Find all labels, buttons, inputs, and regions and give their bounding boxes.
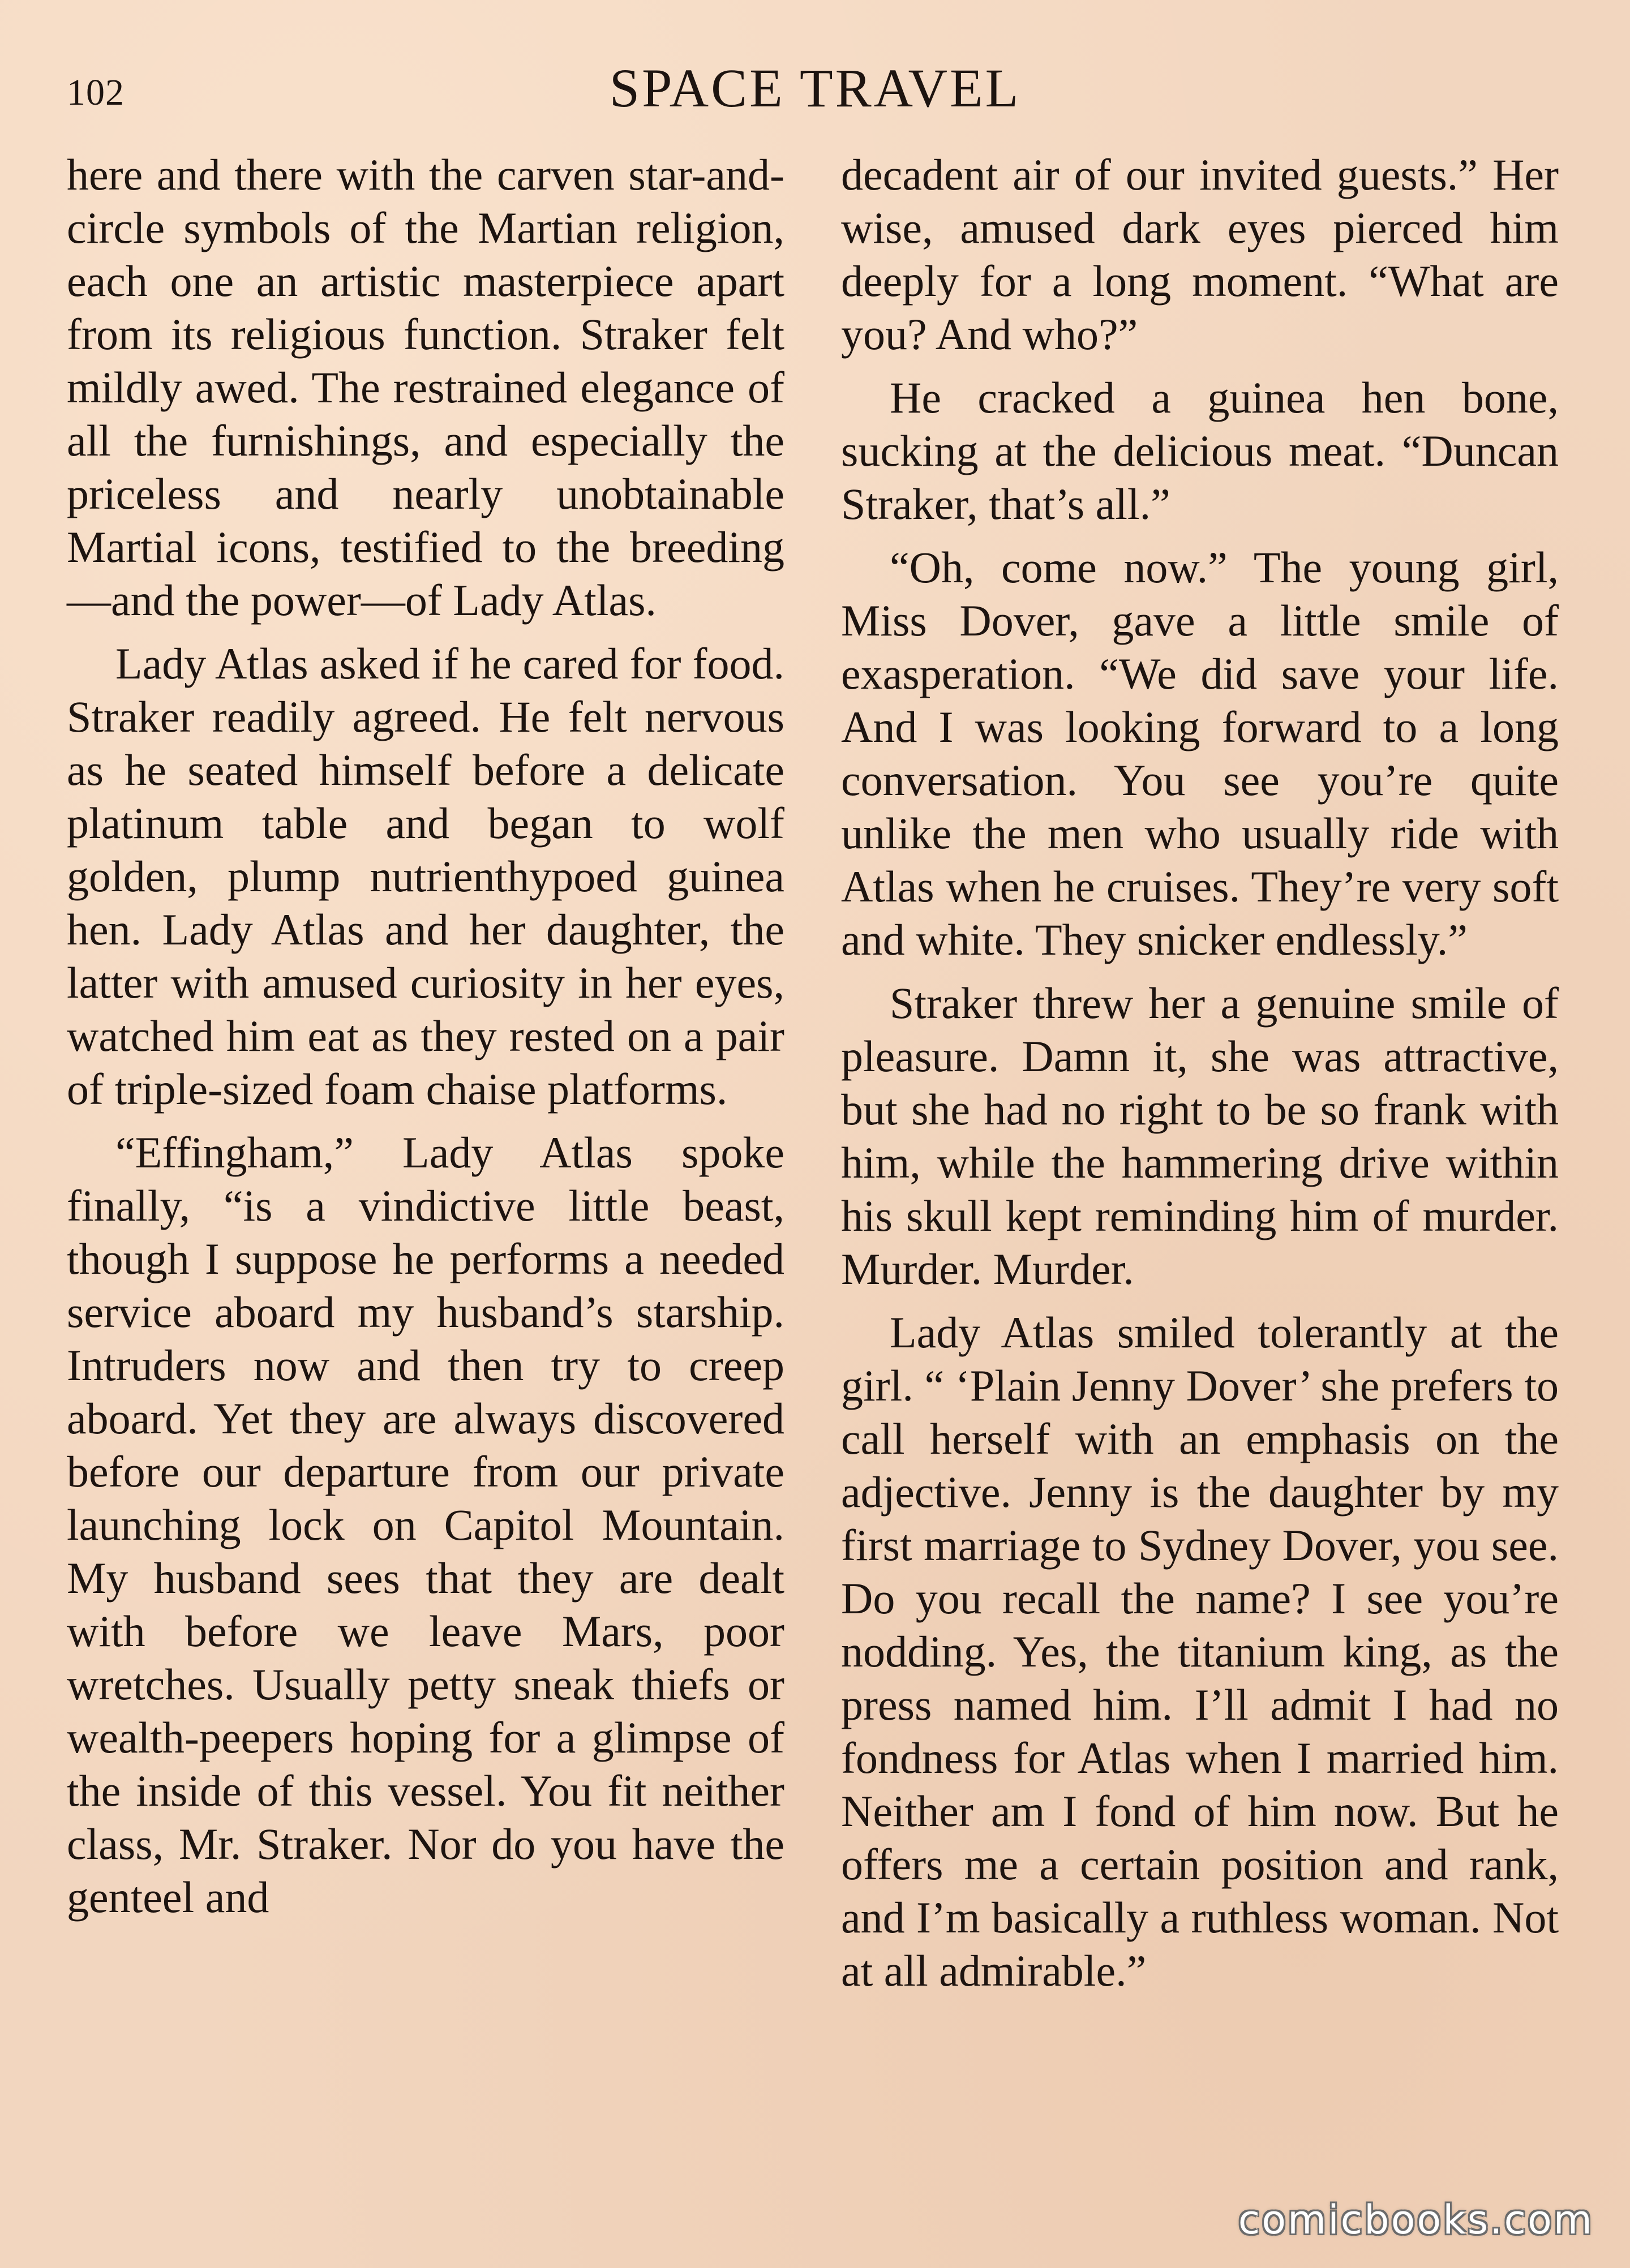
paragraph: “Oh, come now.” The young girl, Miss Dover, gave a little smile of exasperation. “We did save your life. And I was looking forward to a long conversation. You see you’re quite unlike the men who usually ride with Atlas when he cruises. They’re very soft and white. They snicker endlessly.” [841, 543, 1559, 964]
running-title: SPACE TRAVEL [609, 58, 1021, 118]
paragraph: He cracked a guinea hen bone, sucking at the delicious meat. “Duncan Straker, that’s all.” [841, 373, 1559, 529]
paragraph: Lady Atlas asked if he cared for food. Straker readily agreed. He felt nervous as he seated himself before a delicate platinum table and began to wolf golden, plump nutrienthypoed guinea hen. Lady Atlas and her daughter, the latter with amused curiosity in her eyes, watched him eat as they rested on a pair of triple-sized foam chaise platforms. [67, 639, 784, 1114]
paragraph: “Effingham,” Lady Atlas spoke finally, “is a vindictive little beast, though I suppose he performs a needed service aboard my husband’s starship. Intruders now and then try to creep aboard. Yet they are always discovered before our departure from our private launching lock on Capitol Mountain. My husband sees that they are dealt with before we leave Mars, poor wretches. Usually petty sneak thiefs or wealth-peepers hoping for a glimpse of the inside of this vessel. You fit neither class, Mr. Straker. Nor do you have the genteel and [67, 1128, 784, 1922]
paragraph: Lady Atlas smiled tolerantly at the girl. “ ‘Plain Jenny Dover’ she prefers to call herself with an emphasis on the adjective. Jenny is the daughter by my first marriage to Sydney Dover, you see. Do you recall the name? I see you’re nodding. Yes, the titanium king, as the press named him. I’ll admit I had no fondness for Atlas when I married him. Neither am I fond of him now. But he offers me a certain position and rank, and I’m basically a ruthless woman. Not at all admirable.” [841, 1308, 1559, 1995]
running-header [0, 57, 1630, 124]
watermark-logo: comicbooks.com [1238, 2197, 1594, 2243]
page-number: 102 [67, 72, 125, 113]
paragraph: Straker threw her a genuine smile of pleasure. Damn it, she was attractive, but she had no right to be so frank with him, while the hammering drive within his skull kept reminding him of murder. Murder. Murder. [841, 978, 1559, 1294]
left-column [67, 148, 784, 1934]
paragraph: here and there with the carven star-and-circle symbols of the Martian religion, each one an artistic masterpiece apart from its religious function. Straker felt mildly awed. The restrained elegance of all the furnishings, and especially the priceless and nearly unobtainable Martial icons, testified to the breeding—and the power—of Lady Atlas. [67, 150, 784, 625]
paragraph: decadent air of our invited guests.” Her wise, amused dark eyes pierced him deeply for a long moment. “What are you? And who?” [841, 150, 1559, 359]
right-column [841, 148, 1559, 2008]
